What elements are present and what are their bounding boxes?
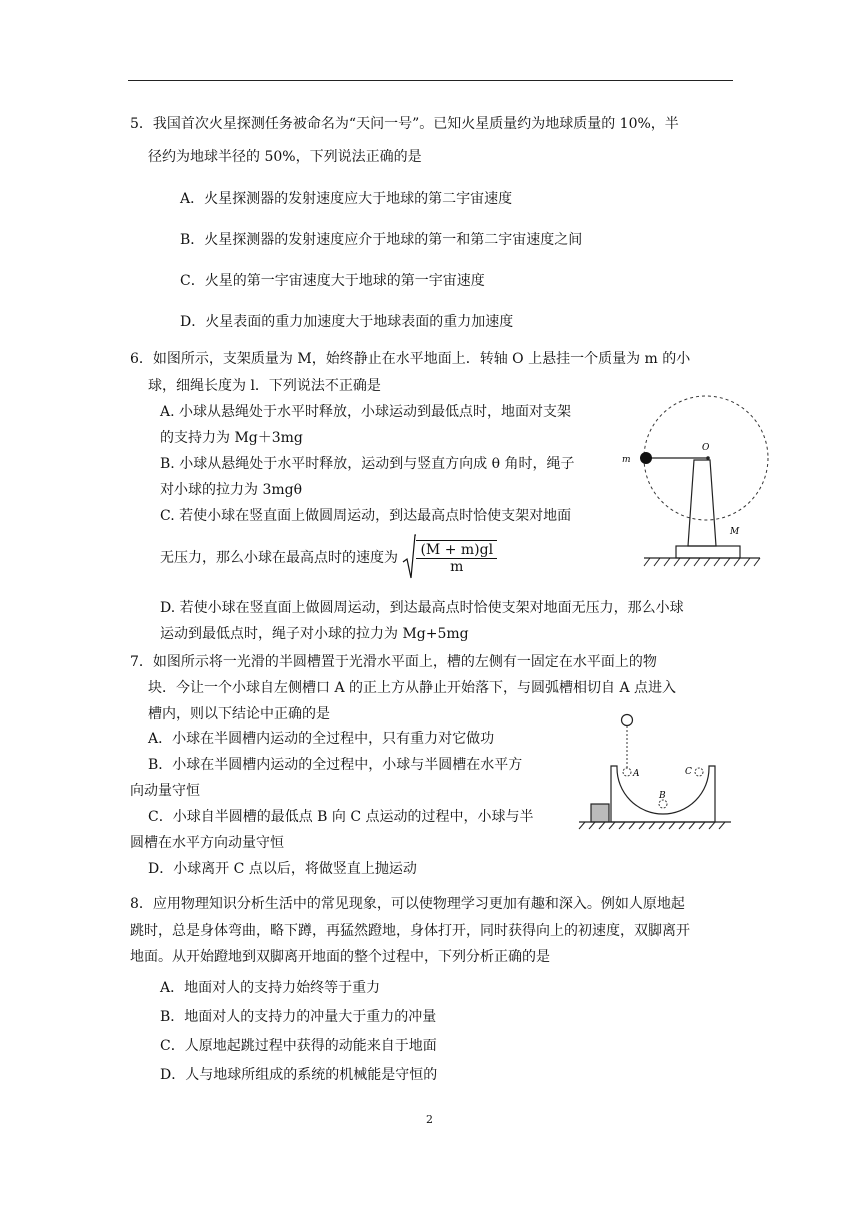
q8-stem-line2: 跳时，总是身体弯曲，略下蹲，再猛然蹬地，身体打开，同时获得向上的初速度，双脚离开 (130, 923, 690, 939)
q6-option-a-line1: A. 小球从悬绳处于水平时释放，小球运动到最低点时，地面对支架 (160, 404, 572, 420)
q6-formula-denominator: m (450, 558, 464, 575)
q6-option-c-line1: C. 若使小球在竖直面上做圆周运动，到达最高点时恰使支架对地面 (160, 508, 572, 524)
q7-option-c-line1: C．小球自半圆槽的最低点 B 向 C 点运动的过程中，小球与半 (148, 809, 534, 825)
q6-option-d-line2: 运动到最低点时，绳子对小球的拉力为 Mg+5mg (160, 626, 469, 642)
q8-option-b: B．地面对人的支持力的冲量大于重力的冲量 (160, 1009, 437, 1025)
q7-option-a: A．小球在半圆槽内运动的全过程中，只有重力对它做功 (148, 731, 495, 747)
q8-option-c: C．人原地起跳过程中获得的动能来自于地面 (160, 1038, 437, 1054)
q7-stem-line2: 块．今让一个小球自左侧槽口 A 的正上方从静止开始落下，与圆弧槽相切自 A 点进入 (148, 680, 677, 696)
q6-option-b-line2: 对小球的拉力为 3mgθ (160, 482, 303, 498)
q8-stem-line1: 8．应用物理知识分析生活中的常见现象，可以使物理学习更加有趣和深入。例如人原地起 (130, 896, 685, 912)
q8-option-a: A．地面对人的支持力始终等于重力 (160, 980, 381, 996)
q7-fig-label-b: B (659, 791, 666, 801)
q6-velocity-formula (402, 534, 497, 580)
q6-option-a-line2: 的支持力为 Mg＋3mg (160, 430, 303, 446)
q7-option-d: D．小球离开 C 点以后，将做竖直上抛运动 (148, 861, 417, 877)
q6-support-figure (610, 388, 775, 578)
q7-stem-line1: 7．如图所示将一光滑的半圆槽置于光滑水平面上，槽的左侧有一固定在水平面上的物 (130, 654, 657, 670)
sqrt-sign-icon (402, 534, 416, 580)
q5-option-a: A．火星探测器的发射速度应大于地球的第二宇宙速度 (180, 191, 513, 207)
q5-stem-line2: 径约为地球半径的 50%，下列说法正确的是 (148, 149, 422, 165)
q6-stem-line1: 6．如图所示，支架质量为 M，始终静止在水平地面上．转轴 O 上悬挂一个质量为 m 的小 (130, 351, 691, 367)
q6-option-c-line2 (160, 534, 497, 580)
q6-formula-numerator: (M + m)gl (416, 542, 497, 559)
q7-option-c-line2: 圆槽在水平方向动量守恒 (130, 835, 284, 851)
q7-stem-line3: 槽内，则以下结论中正确的是 (148, 706, 330, 722)
q7-fig-label-a: A (633, 769, 640, 779)
q8-stem-line3: 地面。从开始蹬地到双脚离开地面的整个过程中，下列分析正确的是 (130, 949, 550, 965)
q5-option-c: C．火星的第一宇宙速度大于地球的第一宇宙速度 (180, 273, 485, 289)
header-rule (128, 80, 733, 81)
q5-option-b: B．火星探测器的发射速度应介于地球的第一和第二宇宙速度之间 (180, 232, 583, 248)
q6-stem-line2: 球，细绳长度为 l．下列说法不正确是 (148, 378, 381, 394)
q6-option-b-line1: B. 小球从悬绳处于水平时释放，运动到与竖直方向成 θ 角时，绳子 (160, 456, 575, 472)
q7-option-b-line2: 向动量守恒 (130, 783, 200, 799)
q7-option-b-line1: B．小球在半圆槽内运动的全过程中，小球与半圆槽在水平方 (148, 757, 523, 773)
q6-fig-label-m: m (622, 455, 631, 465)
q7-trough-figure (575, 708, 735, 838)
page-number: 2 (426, 1113, 433, 1126)
q6-fig-label-bigm: M (730, 527, 740, 537)
q5-stem-line1: 5．我国首次火星探测任务被命名为“天问一号”。已知火星质量约为地球质量的 10%，半 (130, 116, 679, 132)
q6-option-c-text: 无压力，那么小球在最高点时的速度为 (160, 550, 398, 566)
q7-fig-label-c: C (685, 767, 692, 777)
q8-option-d: D．人与地球所组成的系统的机械能是守恒的 (160, 1067, 438, 1083)
q5-option-d: D．火星表面的重力加速度大于地球表面的重力加速度 (180, 314, 514, 330)
q6-option-d-line1: D. 若使小球在竖直面上做圆周运动，到达最高点时恰使支架对地面无压力，那么小球 (160, 600, 684, 616)
q6-fig-label-o: O (702, 443, 710, 453)
